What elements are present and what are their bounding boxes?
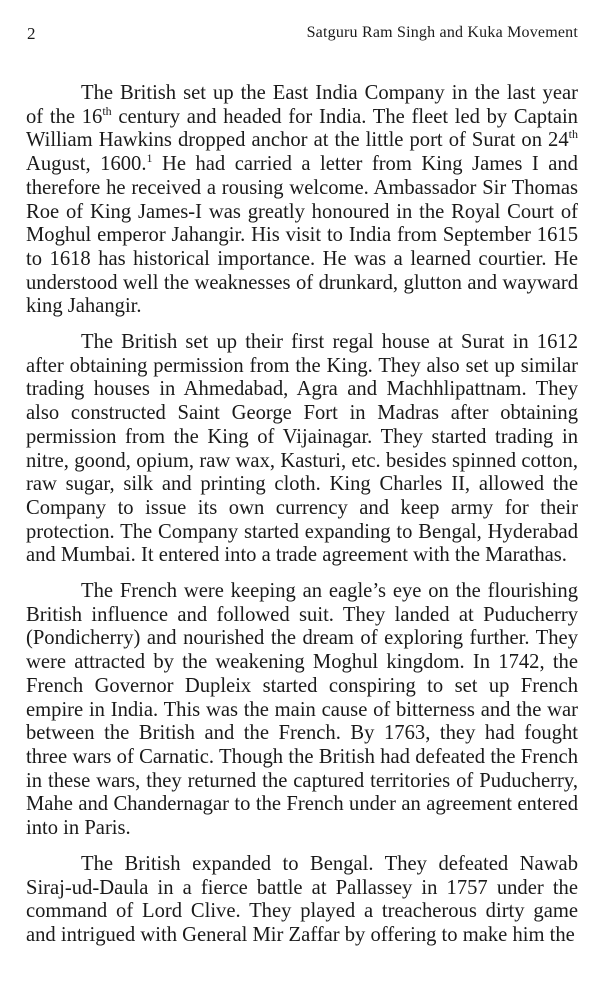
paragraph-1-part-c: August, 1600. (26, 153, 147, 176)
page-number: 2 (27, 24, 36, 43)
paragraph-3: The French were keeping an eagle’s eye on the flourishing British influence and followed suit. They landed at Puducherry (Pondicherry) and nourished the dream of exploring further. They were attracted by the weakening Moghul kingdom. In 1742, the French Governor Dupleix started conspiring to set up French empire in India. This was the main cause of bitterness and the war between the British and the French. By 1763, they had fought three wars of Carnatic. Though the British had defeated the French in these wars, they returned the captured territories of Puducherry, Mahe and Chandernagar to the French under an agreement entered into in Paris. (26, 580, 578, 840)
paragraph-2: The British set up their first regal house at Surat in 1612 after obtaining permission from the King. They also set up similar trading houses in Ahmedabad, Agra and Machhlipattnam. They also constructed Saint George Fort in Madras after obtaining permission from the King of Vijainagar. They started trading in nitre, goond, opium, raw wax, Kasturi, etc. besides spinned cotton, raw sugar, silk and printing cloth. King Charles II, allowed the Company to issue its own currency and keep army for their protection. The Company started expanding to Bengal, Hyderabad and Mumbai. It entered into a trade agreement with the Marathas. (26, 331, 578, 567)
footnote-marker: 1 (146, 151, 153, 166)
paragraph-1-part-d: He had carried a letter from King James I and therefore he received a rousing welcome. Ambassador Sir Thomas Roe of King James-I was greatly honoured in the Royal Court of Moghul emperor Jahangir. His visit to India from September 1615 to 1618 has historical importance. He was a learned courtier. He understood well the weaknesses of drunkard, glutton and wayward king Jahangir. (26, 153, 578, 318)
paragraph-1-part-a: The British set up the East India Company in the last year of the 16 (26, 82, 578, 128)
paragraph-1-part-b: century and headed for India. The fleet led by Captain William Hawkins dropped anchor at the little port of Surat on 24 (26, 105, 578, 152)
paragraph-4: The British expanded to Bengal. They defeated Nawab Siraj-ud-Daula in a fierce battle at Pallassey in 1757 under the command of Lord Clive. They played a treacherous dirty game and intrigued with General Mir Zaffar by offering to make him the (26, 852, 578, 946)
superscript-th: th (102, 103, 112, 118)
superscript-th: th (568, 127, 578, 142)
body-text (26, 82, 578, 960)
running-title: Satguru Ram Singh and Kuka Movement (306, 24, 578, 41)
page-header (27, 24, 578, 46)
paragraph-1 (26, 82, 578, 319)
